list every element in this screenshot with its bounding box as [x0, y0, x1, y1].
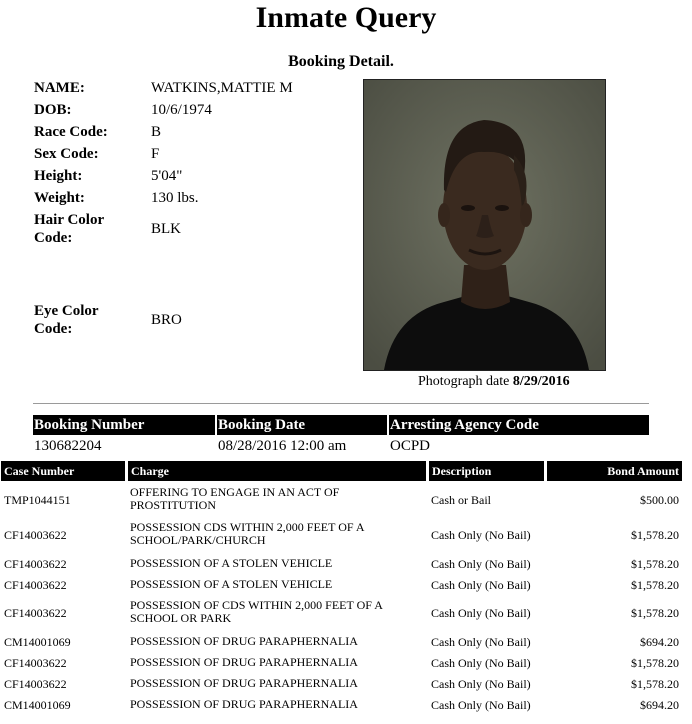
bond-amount-header: Bond Amount [547, 461, 682, 481]
weight-label: Weight: [34, 190, 85, 206]
description-cell: Cash Only (No Bail) [431, 605, 531, 620]
description-cell: Cash Only (No Bail) [431, 577, 531, 592]
photo-caption-prefix: Photograph date [418, 374, 513, 389]
height-label: Height: [34, 168, 83, 184]
dob-label: DOB: [34, 102, 72, 118]
race-code-label: Race Code: [34, 124, 108, 140]
arresting-agency-header: Arresting Agency Code [389, 415, 649, 435]
charge-cell: POSSESSION OF CDS WITHIN 2,000 FEET OF A SCHOOL OR PARK [130, 598, 383, 625]
case-number-cell: CF14003622 [4, 676, 67, 691]
sex-code-label: Sex Code: [34, 146, 99, 162]
charge-cell: POSSESSION OF DRUG PARAPHERNALIA [130, 697, 358, 711]
description-cell: Cash Only (No Bail) [431, 527, 531, 542]
case-number-cell: CM14001069 [4, 634, 71, 649]
description-cell: Cash Only (No Bail) [431, 634, 531, 649]
hair-color-label: Hair Color Code: [34, 212, 104, 246]
section-title [0, 52, 692, 72]
charge-cell: POSSESSION CDS WITHIN 2,000 FEET OF A SCHOOL/PARK/CHURCH [130, 520, 364, 547]
case-number-cell: CF14003622 [4, 655, 67, 670]
weight-value: 130 lbs. [151, 190, 199, 206]
case-number-header: Case Number [1, 461, 125, 481]
name-label: NAME: [34, 80, 85, 96]
section-title-text: Booking Detail. [288, 53, 394, 70]
case-number-cell: CF14003622 [4, 556, 67, 571]
charge-cell: POSSESSION OF A STOLEN VEHICLE [130, 577, 333, 591]
divider [33, 403, 649, 404]
description-header: Description [429, 461, 544, 481]
case-number-cell: CF14003622 [4, 527, 67, 542]
sex-code-value: F [151, 146, 160, 162]
case-number-cell: CM14001069 [4, 697, 71, 712]
description-cell: Cash Only (No Bail) [431, 655, 531, 670]
case-number-cell: CF14003622 [4, 605, 67, 620]
booking-date-value: 08/28/2016 12:00 am [218, 438, 347, 454]
description-cell: Cash or Bail [431, 492, 491, 507]
bond-amount-cell: $694.20 [640, 697, 679, 712]
bond-amount-cell: $1,578.20 [631, 676, 679, 691]
booking-photo-image [364, 80, 605, 370]
photo-caption [418, 373, 570, 391]
charge-cell: POSSESSION OF DRUG PARAPHERNALIA [130, 634, 358, 648]
description-cell: Cash Only (No Bail) [431, 697, 531, 712]
description-cell: Cash Only (No Bail) [431, 676, 531, 691]
booking-number-value: 130682204 [34, 438, 102, 454]
case-number-cell: TMP1044151 [4, 492, 71, 507]
eye-color-value: BRO [151, 312, 182, 328]
bond-amount-cell: $1,578.20 [631, 605, 679, 620]
height-value: 5'04" [151, 168, 183, 184]
arresting-agency-value: OCPD [390, 438, 431, 454]
charge-header: Charge [128, 461, 426, 481]
page-title: Inmate Query [255, 1, 437, 34]
dob-value: 10/6/1974 [151, 102, 212, 118]
booking-number-header: Booking Number [33, 415, 215, 435]
bond-amount-cell: $500.00 [640, 492, 679, 507]
description-cell: Cash Only (No Bail) [431, 556, 531, 571]
name-value: WATKINS,MATTIE M [151, 80, 293, 96]
booking-photo [363, 79, 606, 371]
eye-color-label: Eye Color Code: [34, 303, 99, 337]
bond-amount-cell: $1,578.20 [631, 556, 679, 571]
bond-amount-cell: $1,578.20 [631, 577, 679, 592]
charge-cell: POSSESSION OF DRUG PARAPHERNALIA [130, 655, 358, 669]
booking-date-header: Booking Date [217, 415, 387, 435]
case-number-cell: CF14003622 [4, 577, 67, 592]
bond-amount-cell: $694.20 [640, 634, 679, 649]
race-code-value: B [151, 124, 162, 140]
charge-cell: OFFERING TO ENGAGE IN AN ACT OF PROSTITUTION [130, 485, 340, 512]
charge-cell: POSSESSION OF A STOLEN VEHICLE [130, 556, 333, 570]
hair-color-value: BLK [151, 221, 181, 237]
bond-amount-cell: $1,578.20 [631, 655, 679, 670]
photo-date: 8/29/2016 [512, 374, 570, 389]
bond-amount-cell: $1,578.20 [631, 527, 679, 542]
charge-cell: POSSESSION OF DRUG PARAPHERNALIA [130, 676, 358, 690]
